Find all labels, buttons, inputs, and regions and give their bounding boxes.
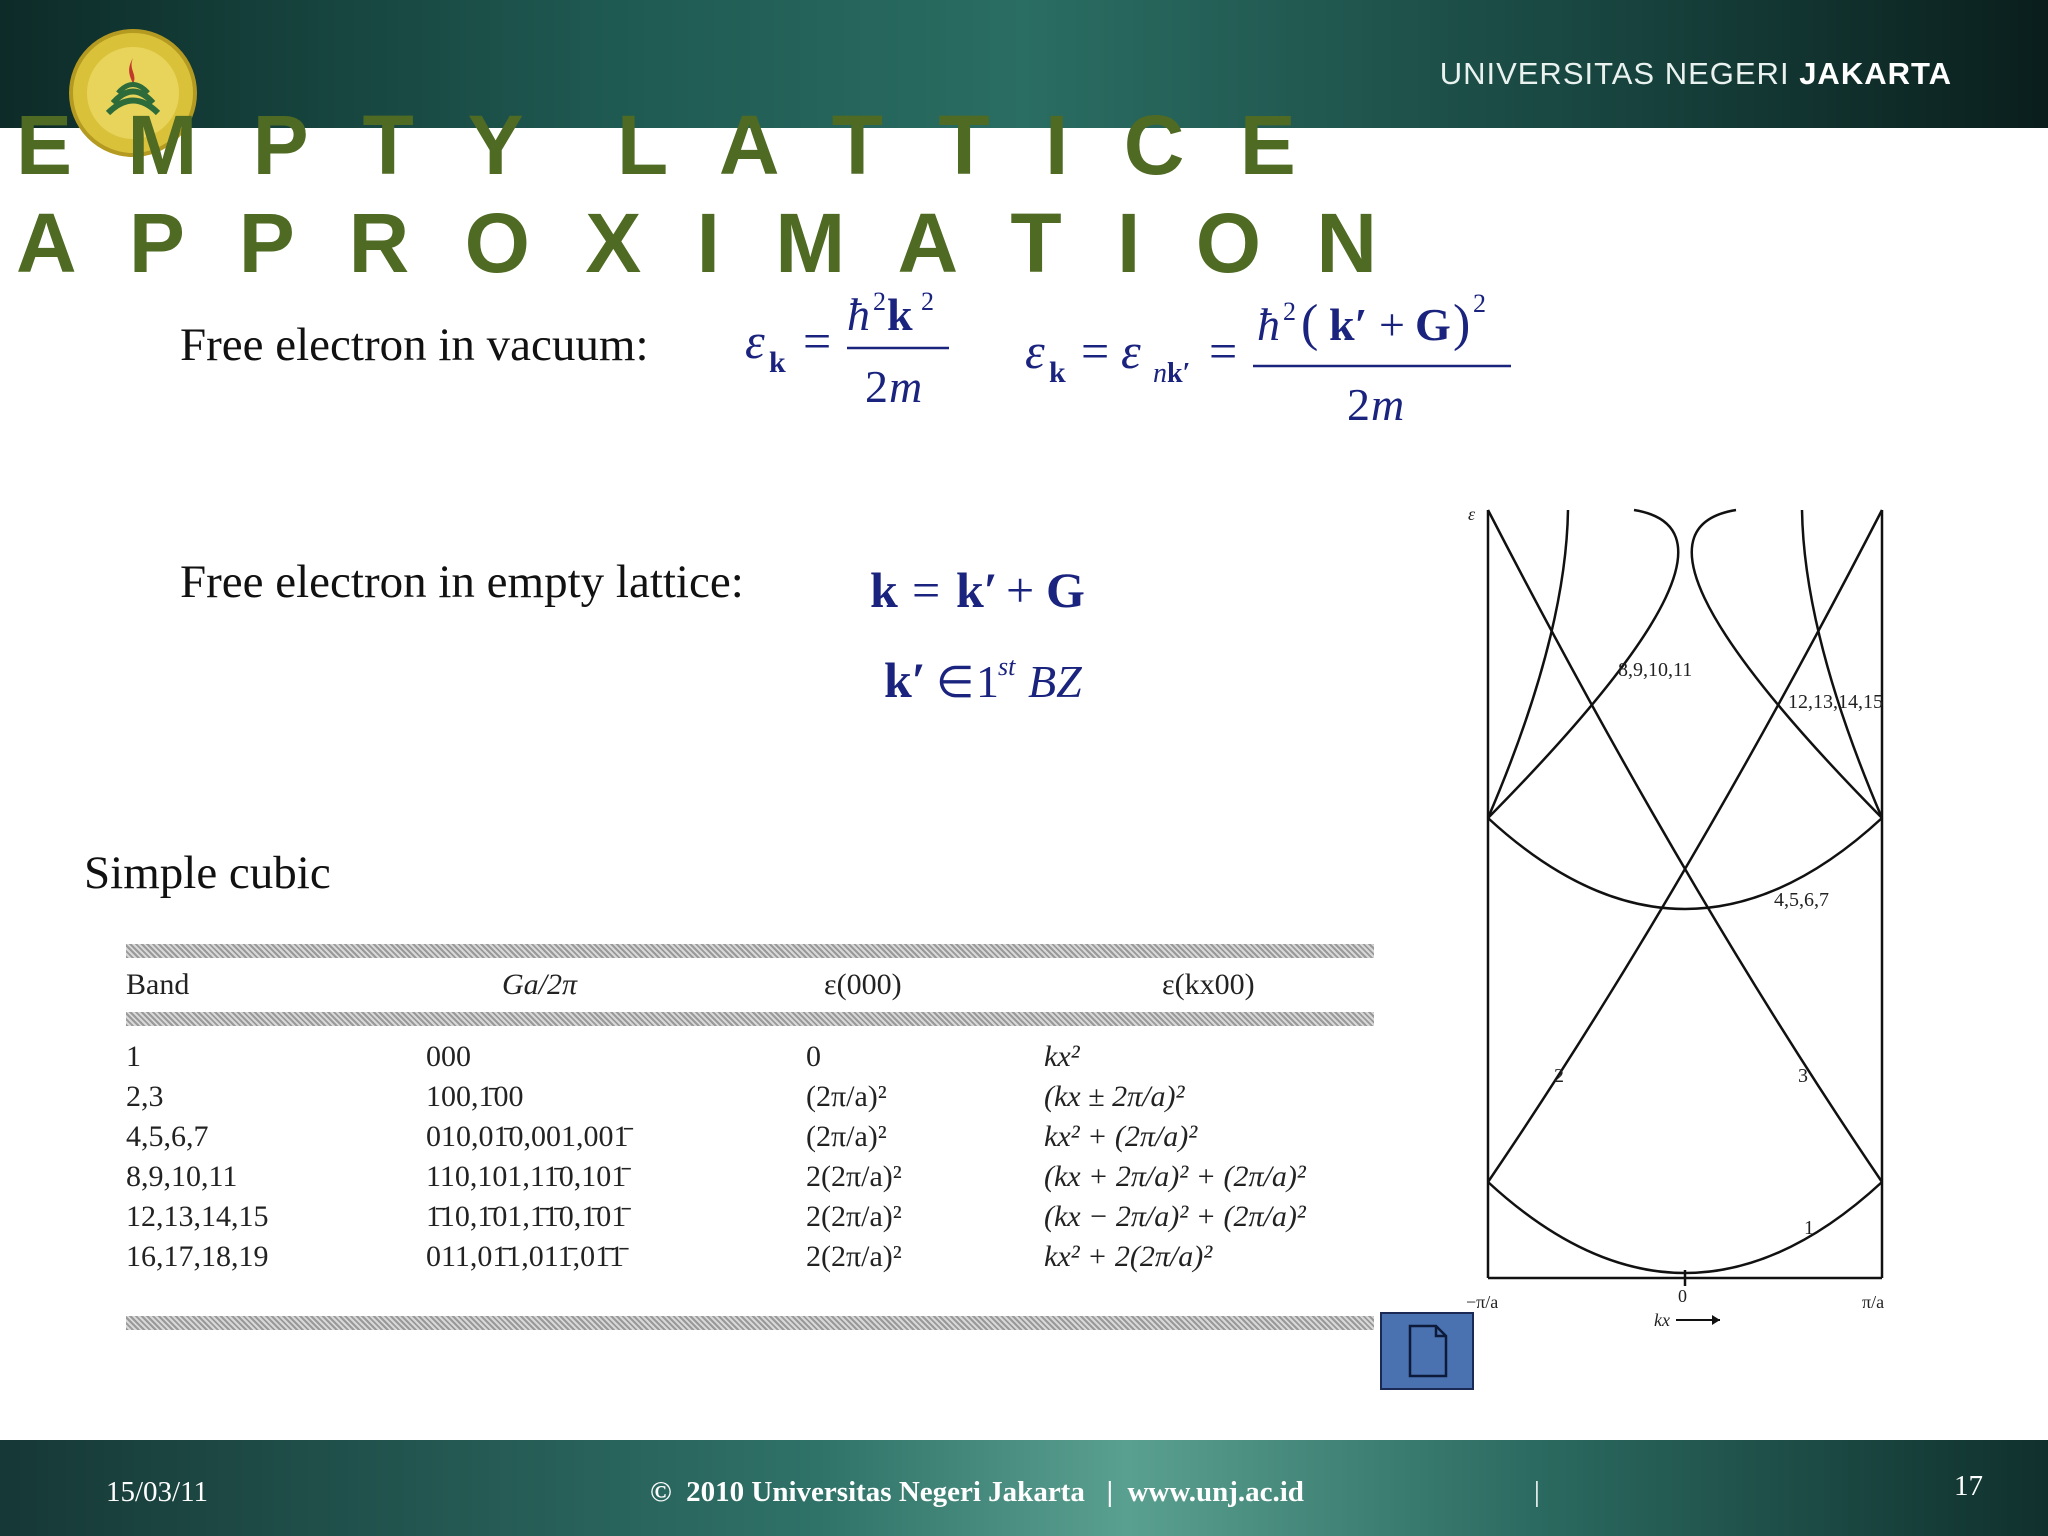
- band-label-2: 2: [1554, 1065, 1564, 1087]
- lattice-equations: [860, 555, 1160, 715]
- svg-text:+: +: [1006, 562, 1035, 618]
- table-header-g: Ga/2π: [502, 968, 578, 1001]
- university-name-prefix: UNIVERSITAS NEGERI: [1439, 56, 1800, 91]
- table-cell: kx²: [1044, 1040, 1080, 1073]
- document-icon: [1382, 1314, 1472, 1388]
- band-label-12131415: 12,13,14,15: [1788, 691, 1883, 713]
- tick-label-pos: π/a: [1862, 1292, 1885, 1312]
- svg-text:st: st: [998, 652, 1016, 681]
- svg-text:2: 2: [921, 287, 934, 316]
- svg-text:k′: k′: [1329, 299, 1368, 350]
- svg-text:n: n: [1153, 358, 1167, 389]
- svg-text:2: 2: [1347, 379, 1370, 430]
- table-cell: kx² + 2(2π/a)²: [1044, 1240, 1213, 1273]
- energy-equations: [735, 280, 1555, 440]
- svg-text:ħ: ħ: [847, 289, 870, 340]
- table-cell: 2(2π/a)²: [806, 1240, 902, 1273]
- svg-text:ε: ε: [1025, 323, 1045, 379]
- svg-text:ε: ε: [745, 313, 765, 369]
- band-table: [126, 944, 1374, 1334]
- table-cell: 000: [426, 1040, 471, 1073]
- slide-title: E M P T Y L A T T I C E A P P R O X I M A T I O N: [16, 98, 1394, 290]
- svg-text:k: k: [870, 562, 898, 618]
- table-cell: 1: [126, 1040, 141, 1073]
- svg-text:2: 2: [865, 361, 888, 412]
- footer-separator: |: [1534, 1476, 1540, 1508]
- svg-text:ε: ε: [1121, 323, 1141, 379]
- band-label-3: 3: [1798, 1065, 1808, 1087]
- footer-date: 15/03/11: [106, 1476, 209, 1508]
- table-cell: 4,5,6,7: [126, 1120, 209, 1153]
- svg-text:k′: k′: [1167, 358, 1191, 389]
- svg-text:): ): [1453, 295, 1471, 352]
- y-axis-label: ε: [1468, 504, 1476, 524]
- svg-text:2: 2: [1473, 289, 1486, 318]
- table-cell: (kx − 2π/a)² + (2π/a)²: [1044, 1200, 1306, 1233]
- slide-number: 17: [1954, 1470, 1983, 1502]
- svg-text:=: =: [1209, 323, 1238, 379]
- svg-text:m: m: [889, 361, 923, 412]
- table-cell: (kx + 2π/a)² + (2π/a)²: [1044, 1160, 1306, 1193]
- svg-text:k′: k′: [956, 562, 998, 618]
- table-cell: 16,17,18,19: [126, 1240, 269, 1273]
- table-cell: 110,101,11̄0,101̄: [426, 1160, 627, 1193]
- band-label-891011: 8,9,10,11: [1618, 659, 1693, 681]
- svg-text:k: k: [887, 289, 913, 340]
- svg-text:(: (: [1301, 295, 1319, 352]
- table-cell: (kx ± 2π/a)²: [1044, 1080, 1185, 1113]
- table-cell: 0: [806, 1040, 821, 1073]
- table-header-band: Band: [126, 968, 190, 1001]
- svg-text:G: G: [1415, 299, 1451, 350]
- svg-text:m: m: [1371, 379, 1405, 430]
- svg-text:BZ: BZ: [1028, 656, 1082, 707]
- band-diagram: [1450, 500, 1920, 1340]
- svg-text:∈: ∈: [936, 658, 975, 707]
- table-rule-bottom: [126, 1316, 1374, 1330]
- table-cell: 2(2π/a)²: [806, 1200, 902, 1233]
- university-name-bold: JAKARTA: [1799, 56, 1952, 91]
- svg-text:2: 2: [1283, 297, 1296, 326]
- university-name: [1440, 56, 1952, 92]
- table-cell: (2π/a)²: [806, 1080, 887, 1113]
- svg-text:k′: k′: [884, 652, 926, 708]
- table-cell: 100,1̄00: [426, 1080, 524, 1113]
- svg-text:k: k: [1049, 356, 1066, 389]
- tick-label-neg: −π/a: [1466, 1292, 1499, 1312]
- svg-text:2: 2: [873, 287, 886, 316]
- tick-label-zero: 0: [1678, 1286, 1687, 1306]
- table-cell: (2π/a)²: [806, 1120, 887, 1153]
- table-cell: 1̄10,1̄01,1̄1̄0,1̄01̄: [426, 1200, 627, 1233]
- label-empty-lattice: Free electron in empty lattice:: [180, 556, 744, 608]
- svg-text:k: k: [769, 346, 786, 379]
- label-simple-cubic: Simple cubic: [84, 847, 331, 899]
- label-vacuum: Free electron in vacuum:: [180, 319, 649, 371]
- svg-text:G: G: [1046, 562, 1085, 618]
- table-cell: 12,13,14,15: [126, 1200, 269, 1233]
- table-cell: 2(2π/a)²: [806, 1160, 902, 1193]
- footer-copyright: © 2010 Universitas Negeri Jakarta | www.unj.ac.id: [650, 1476, 1304, 1508]
- document-button[interactable]: [1380, 1312, 1474, 1390]
- svg-text:1: 1: [976, 656, 999, 707]
- table-cell: 8,9,10,11: [126, 1160, 238, 1193]
- band-label-1: 1: [1804, 1217, 1814, 1239]
- table-header-e000: ε(000): [824, 968, 902, 1001]
- svg-text:=: =: [1081, 323, 1110, 379]
- footer-bar: [0, 1440, 2048, 1536]
- table-rule-top: [126, 944, 1374, 958]
- band-label-4567: 4,5,6,7: [1774, 889, 1829, 911]
- svg-text:=: =: [912, 562, 941, 618]
- svg-text:=: =: [803, 313, 832, 369]
- table-cell: 2,3: [126, 1080, 164, 1113]
- table-rule-mid: [126, 1012, 1374, 1026]
- x-axis-arrowhead: [1712, 1315, 1720, 1325]
- svg-text:+: +: [1379, 299, 1405, 350]
- x-axis-label: kx: [1654, 1310, 1670, 1330]
- table-cell: 010,01̄0,001,001̄: [426, 1120, 629, 1153]
- table-header-ekx: ε(kx00): [1162, 968, 1255, 1001]
- svg-text:ħ: ħ: [1257, 299, 1280, 350]
- table-cell: kx² + (2π/a)²: [1044, 1120, 1198, 1153]
- table-cell: 011,01̄1,011̄,01̄1̄: [426, 1240, 625, 1273]
